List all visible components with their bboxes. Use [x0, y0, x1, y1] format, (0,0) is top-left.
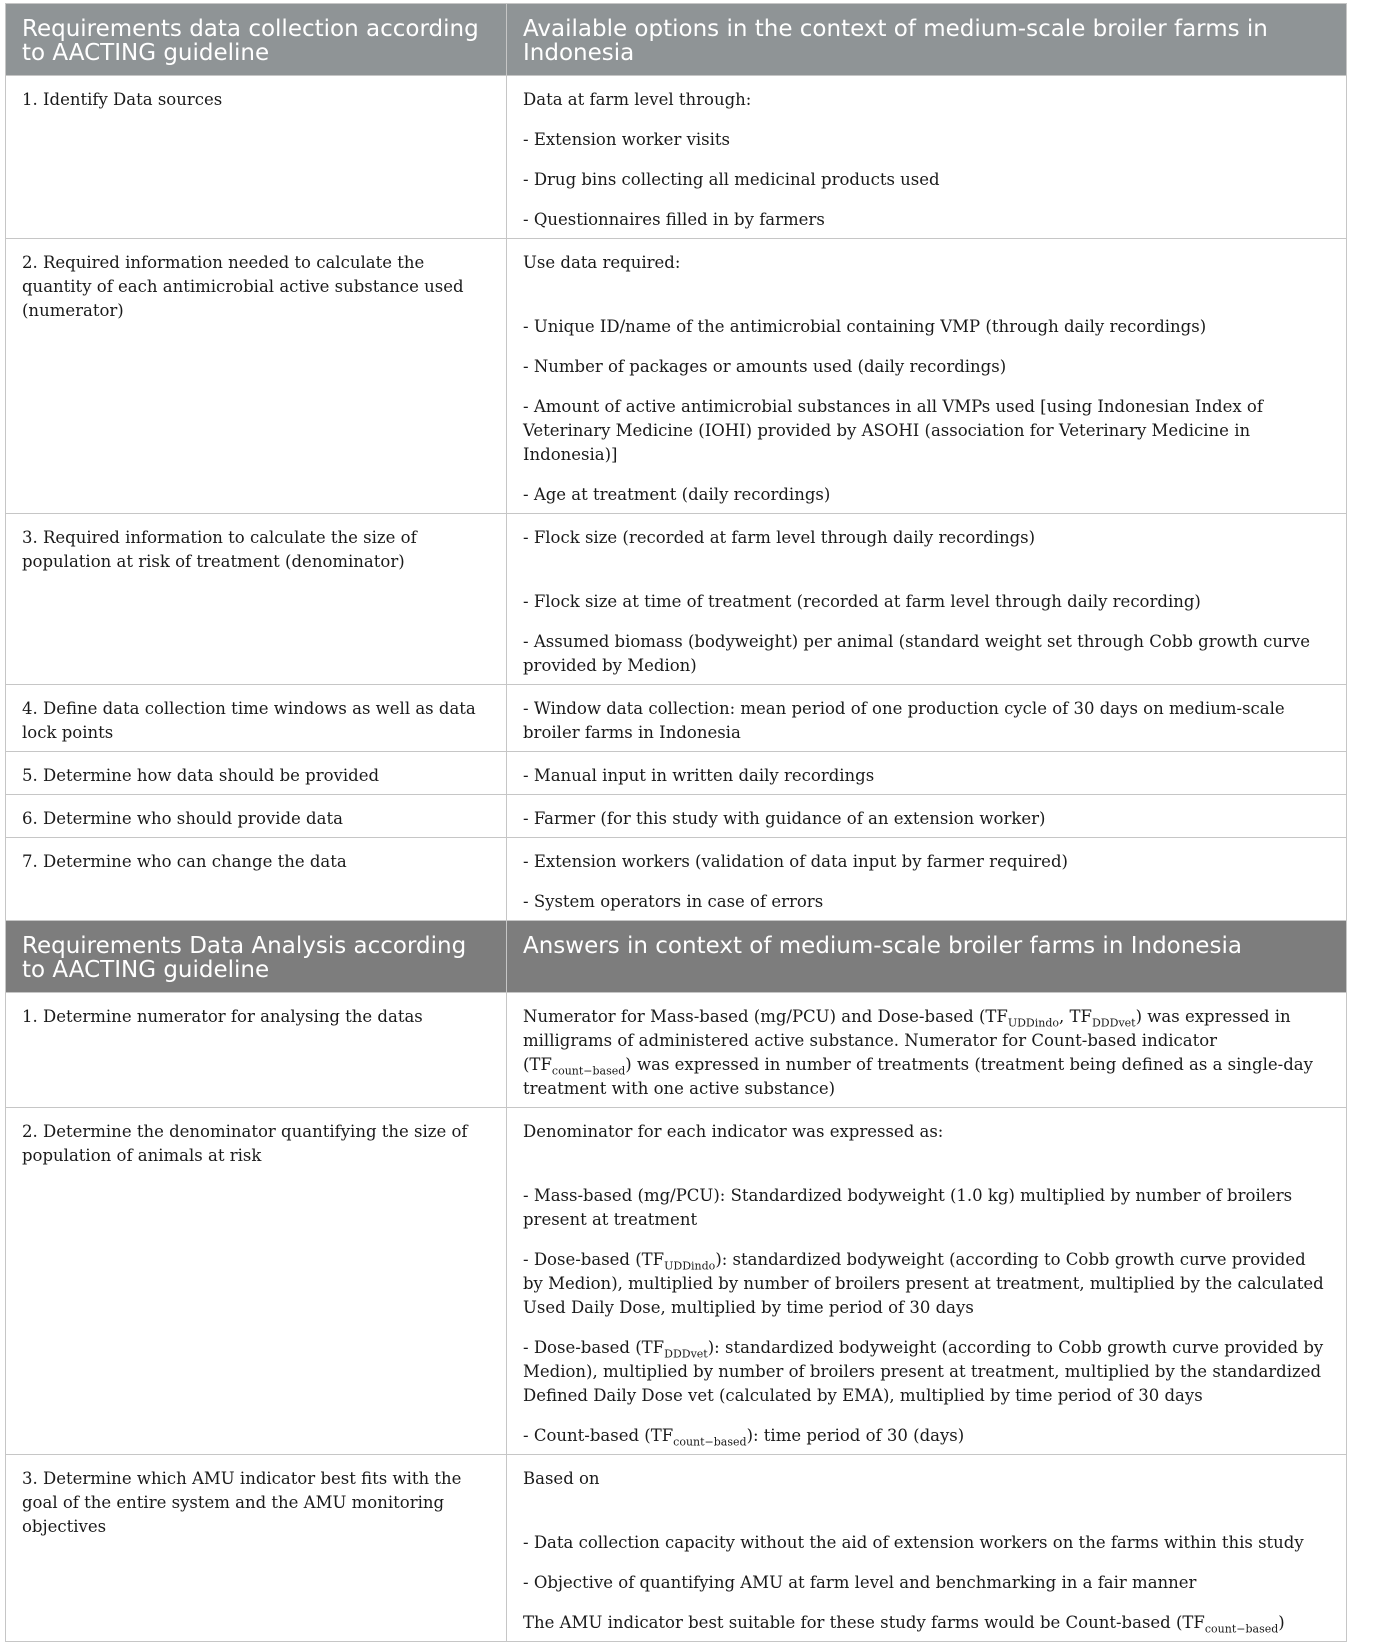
requirement-cell	[6, 1108, 507, 1455]
answer-cell	[507, 76, 1347, 239]
requirements-table	[5, 3, 1347, 1642]
requirement-cell	[6, 993, 507, 1108]
answer-cell	[507, 514, 1347, 685]
section2-header-left: Requirements Data Analysis according to AACTING guideline	[6, 921, 507, 993]
answer-text: - Dose-based $(TF_{UDDindo})$: standardized bodyweight (according to Cobb growth curve provided by Medion), multiplied by number of broilers present at treatment, multiplied by the calculated Used Daily Dose, multiplied by time period of 30 days	[523, 1250, 1324, 1317]
answer-text: - Assumed biomass (bodyweight) per animal (standard weight set through Cobb growth curve provided by Medion)	[523, 632, 1310, 675]
table-row	[6, 76, 1347, 239]
table-row	[6, 838, 1347, 921]
table-row	[6, 239, 1347, 514]
requirement-text: 1. Identify Data sources	[22, 90, 223, 109]
requirement-cell	[6, 752, 507, 795]
table-row	[6, 752, 1347, 795]
answer-text: - Mass-based (mg/PCU): Standardized bodyweight (1.0 kg) multiplied by number of broilers present at treatment	[523, 1186, 1293, 1229]
answer-text: - Extension worker visits	[523, 130, 731, 149]
answer-text: Data at farm level through:	[523, 90, 752, 109]
answer-text: Use data required:	[523, 253, 681, 272]
answer-text: - Flock size at time of treatment (recorded at farm level through daily recording)	[523, 592, 1201, 611]
requirement-cell	[6, 685, 507, 752]
answer-cell	[507, 685, 1347, 752]
answer-cell	[507, 1455, 1347, 1642]
answer-cell	[507, 1108, 1347, 1455]
answer-text: - Extension workers (validation of data input by farmer required)	[523, 852, 1068, 871]
requirement-text: 2. Required information needed to calculate the quantity of each antimicrobial active substance used (numerator)	[22, 253, 464, 320]
answer-text: - Dose-based $(TF_{DDDvet})$: standardized bodyweight (according to Cobb growth curve provided by Medion), multiplied by number of broilers present at treatment, multiplied by the standardized Defined Daily Dose vet (calculated by EMA), multiplied by time period of 30 days	[523, 1338, 1324, 1405]
answer-text: - Drug bins collecting all medicinal products used	[523, 170, 940, 189]
answer-text: Denominator for each indicator was expressed as:	[523, 1122, 944, 1141]
answer-text: - Unique ID/name of the antimicrobial containing VMP (through daily recordings)	[523, 317, 1207, 336]
requirement-cell	[6, 514, 507, 685]
answer-text: - Age at treatment (daily recordings)	[523, 485, 831, 504]
requirement-text: 1. Determine numerator for analysing the datas	[22, 1007, 423, 1026]
answer-text: - Objective of quantifying AMU at farm level and benchmarking in a fair manner	[523, 1573, 1197, 1592]
answer-cell	[507, 838, 1347, 921]
table-row	[6, 993, 1347, 1108]
answer-text: - System operators in case of errors	[523, 892, 824, 911]
requirement-cell	[6, 838, 507, 921]
answer-text: - Flock size (recorded at farm level through daily recordings)	[523, 528, 1036, 547]
requirement-text: 7. Determine who can change the data	[22, 852, 347, 871]
requirement-cell	[6, 76, 507, 239]
requirement-text: 3. Determine which AMU indicator best fits with the goal of the entire system and the AMU monitoring objectives	[22, 1469, 462, 1536]
requirement-text: 6. Determine who should provide data	[22, 809, 343, 828]
answer-cell	[507, 752, 1347, 795]
section2-header-right: Answers in context of medium-scale broiler farms in Indonesia	[507, 921, 1347, 993]
table-row	[6, 685, 1347, 752]
answer-text: - Data collection capacity without the aid of extension workers on the farms within this study	[523, 1533, 1304, 1552]
answer-text: Numerator for Mass-based (mg/PCU) and Dose-based ($TF_{UDDindo}$, $TF_{DDDvet}$) was expressed in milligrams of administered active substance. Numerator for Count-based indicator $(TF_{count-based})$ was expressed in number of treatments (treatment being defined as a single-day treatment with one active substance)	[523, 1007, 1313, 1098]
answer-text: - Amount of active antimicrobial substances in all VMPs used [using Indonesian Index of Veterinary Medicine (IOHI) provided by ASOHI (association for Veterinary Medicine in Indonesia)]	[523, 397, 1263, 464]
table-row	[6, 514, 1347, 685]
section1-header-left: Requirements data collection according to AACTING guideline	[6, 4, 507, 76]
answer-text: - Questionnaires filled in by farmers	[523, 210, 825, 229]
answer-cell	[507, 239, 1347, 514]
requirement-text: 3. Required information to calculate the size of population at risk of treatment (denominator)	[22, 528, 417, 571]
requirement-cell	[6, 1455, 507, 1642]
answer-text: - Farmer (for this study with guidance of an extension worker)	[523, 809, 1046, 828]
table-row	[6, 1455, 1347, 1642]
answer-cell	[507, 795, 1347, 838]
answer-text: - Count-based $(TF_{count-based})$: time period of 30 (days)	[523, 1426, 965, 1449]
requirement-text: 2. Determine the denominator quantifying the size of population of animals at risk	[22, 1122, 468, 1165]
section1-header-right: Available options in the context of medium-scale broiler farms in Indonesia	[507, 4, 1347, 76]
answer-text: The AMU indicator best suitable for these study farms would be Count-based $(TF_{count-based})$	[523, 1613, 1285, 1636]
section1-header-row	[6, 4, 1347, 76]
answer-text: - Window data collection: mean period of one production cycle of 30 days on medium-scale broiler farms in Indonesia	[523, 699, 1285, 742]
answer-cell	[507, 993, 1347, 1108]
section2-header-row	[6, 921, 1347, 993]
requirement-text: 5. Determine how data should be provided	[22, 766, 380, 785]
answer-text: - Manual input in written daily recordings	[523, 766, 875, 785]
table-row	[6, 1108, 1347, 1455]
answer-text: - Number of packages or amounts used (daily recordings)	[523, 357, 1007, 376]
table-row	[6, 795, 1347, 838]
answer-text: Based on	[523, 1469, 600, 1488]
requirement-cell	[6, 795, 507, 838]
requirement-text: 4. Define data collection time windows as well as data lock points	[22, 699, 476, 742]
requirement-cell	[6, 239, 507, 514]
